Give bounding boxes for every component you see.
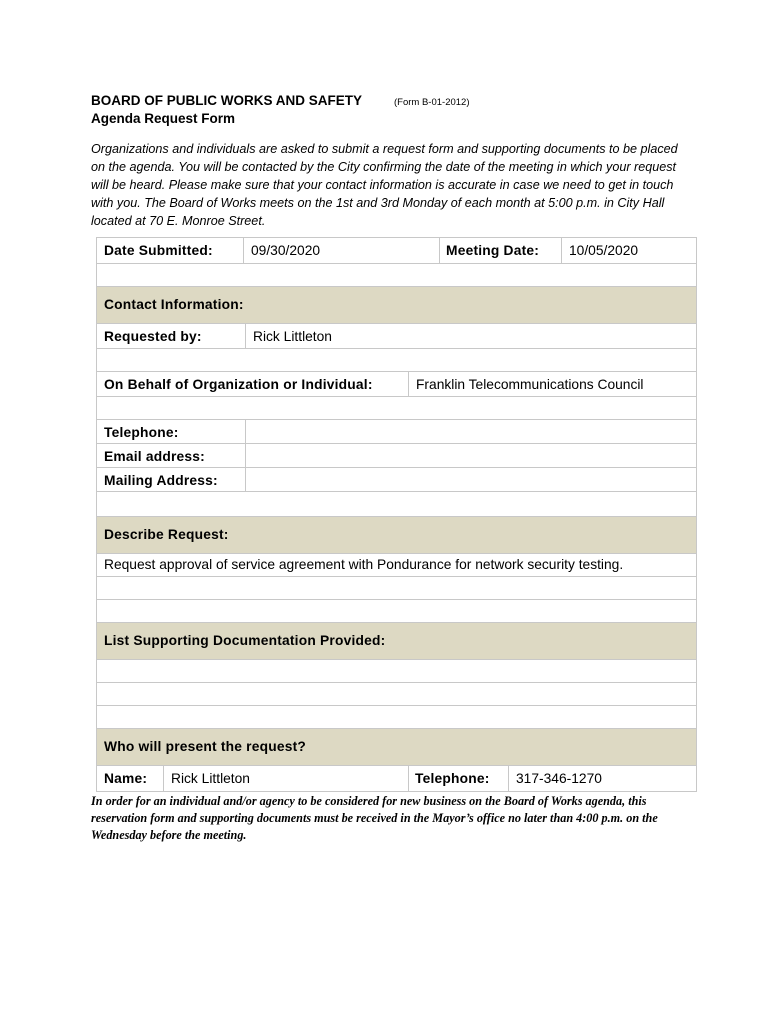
meeting-date-value: 10/05/2020 (569, 243, 639, 258)
meeting-date-field[interactable] (561, 238, 696, 263)
name-value: Rick Littleton (171, 771, 250, 786)
email-label: Email address: (104, 449, 205, 464)
docs-section-header (96, 623, 697, 660)
presenter-row (96, 766, 697, 792)
describe-request-value: Request approval of service agreement with Pondurance for network security testing. (104, 557, 624, 572)
telephone-label: Telephone: (104, 425, 179, 440)
email-row (96, 444, 697, 468)
requested-by-row (96, 324, 697, 349)
describe-section-label: Describe Request: (104, 527, 229, 542)
blank-row (96, 264, 697, 287)
presenter-telephone-label: Telephone: (415, 771, 490, 786)
presenter-section-header (96, 729, 697, 766)
date-submitted-field[interactable] (243, 238, 439, 263)
on-behalf-value: Franklin Telecommunications Council (416, 377, 644, 392)
telephone-label-cell (97, 420, 245, 443)
on-behalf-label-cell (97, 372, 408, 396)
email-label-cell (97, 444, 245, 467)
contact-section-label: Contact Information: (104, 297, 244, 312)
blank-row (96, 577, 697, 600)
requested-by-value: Rick Littleton (253, 329, 332, 344)
email-field[interactable] (245, 444, 696, 467)
requested-by-field[interactable] (245, 324, 696, 348)
docs-line-3[interactable] (96, 706, 697, 729)
form-header (91, 93, 691, 126)
title-row (91, 93, 691, 108)
telephone-field[interactable] (245, 420, 696, 443)
board-title: BOARD OF PUBLIC WORKS AND SAFETY (91, 93, 362, 108)
mailing-label-cell (97, 468, 245, 491)
presenter-section-label: Who will present the request? (104, 739, 307, 754)
contact-section-header (96, 287, 697, 324)
presenter-telephone-label-cell (408, 766, 508, 791)
blank-row (96, 349, 697, 372)
mailing-field[interactable] (245, 468, 696, 491)
on-behalf-label: On Behalf of Organization or Individual: (104, 377, 373, 392)
on-behalf-field[interactable] (408, 372, 696, 396)
requested-by-label: Requested by: (104, 329, 202, 344)
date-row (96, 237, 697, 264)
date-submitted-label-cell (97, 238, 243, 263)
blank-row (96, 397, 697, 420)
on-behalf-row (96, 372, 697, 397)
requested-by-label-cell (97, 324, 245, 348)
name-label-cell (97, 766, 163, 791)
form-code: (Form B-01-2012) (394, 97, 470, 108)
mailing-row (96, 468, 697, 492)
date-submitted-label: Date Submitted: (104, 243, 213, 258)
meeting-date-label: Meeting Date: (446, 243, 540, 258)
form-subtitle: Agenda Request Form (91, 111, 236, 126)
presenter-telephone-field[interactable] (508, 766, 696, 791)
name-field[interactable] (163, 766, 408, 791)
agenda-request-form (96, 237, 697, 792)
blank-row (96, 492, 697, 517)
intro-paragraph: Organizations and individuals are asked to submit a request form and supporting documents to be placed on the agenda. You will be contacted by the City confirming the date of the meeting in which your request will be heard. Please make sure that your contact information is accurate in case we need to get in touch with you. The Board of Works meets on the 1st and 3rd Monday of each month at 5:00 p.m. in City Hall located at 70 E. Monroe Street. (91, 142, 678, 228)
docs-line-2[interactable] (96, 683, 697, 706)
describe-section-header (96, 517, 697, 554)
docs-section-label: List Supporting Documentation Provided: (104, 633, 386, 648)
telephone-row (96, 420, 697, 444)
describe-request-field[interactable] (96, 554, 697, 577)
presenter-telephone-value: 317-346-1270 (516, 771, 602, 786)
blank-row (96, 600, 697, 623)
docs-line-1[interactable] (96, 660, 697, 683)
meeting-date-label-cell (439, 238, 561, 263)
date-submitted-value: 09/30/2020 (251, 243, 321, 258)
mailing-label: Mailing Address: (104, 473, 218, 488)
name-label: Name: (104, 771, 148, 786)
deadline-notice: In order for an individual and/or agency to be considered for new business on the Board of Works agenda, this reservation form and supporting documents must be received in the Mayor’s office no later than 4:00 p.m. on the Wednesday before the meeting. (91, 794, 658, 842)
